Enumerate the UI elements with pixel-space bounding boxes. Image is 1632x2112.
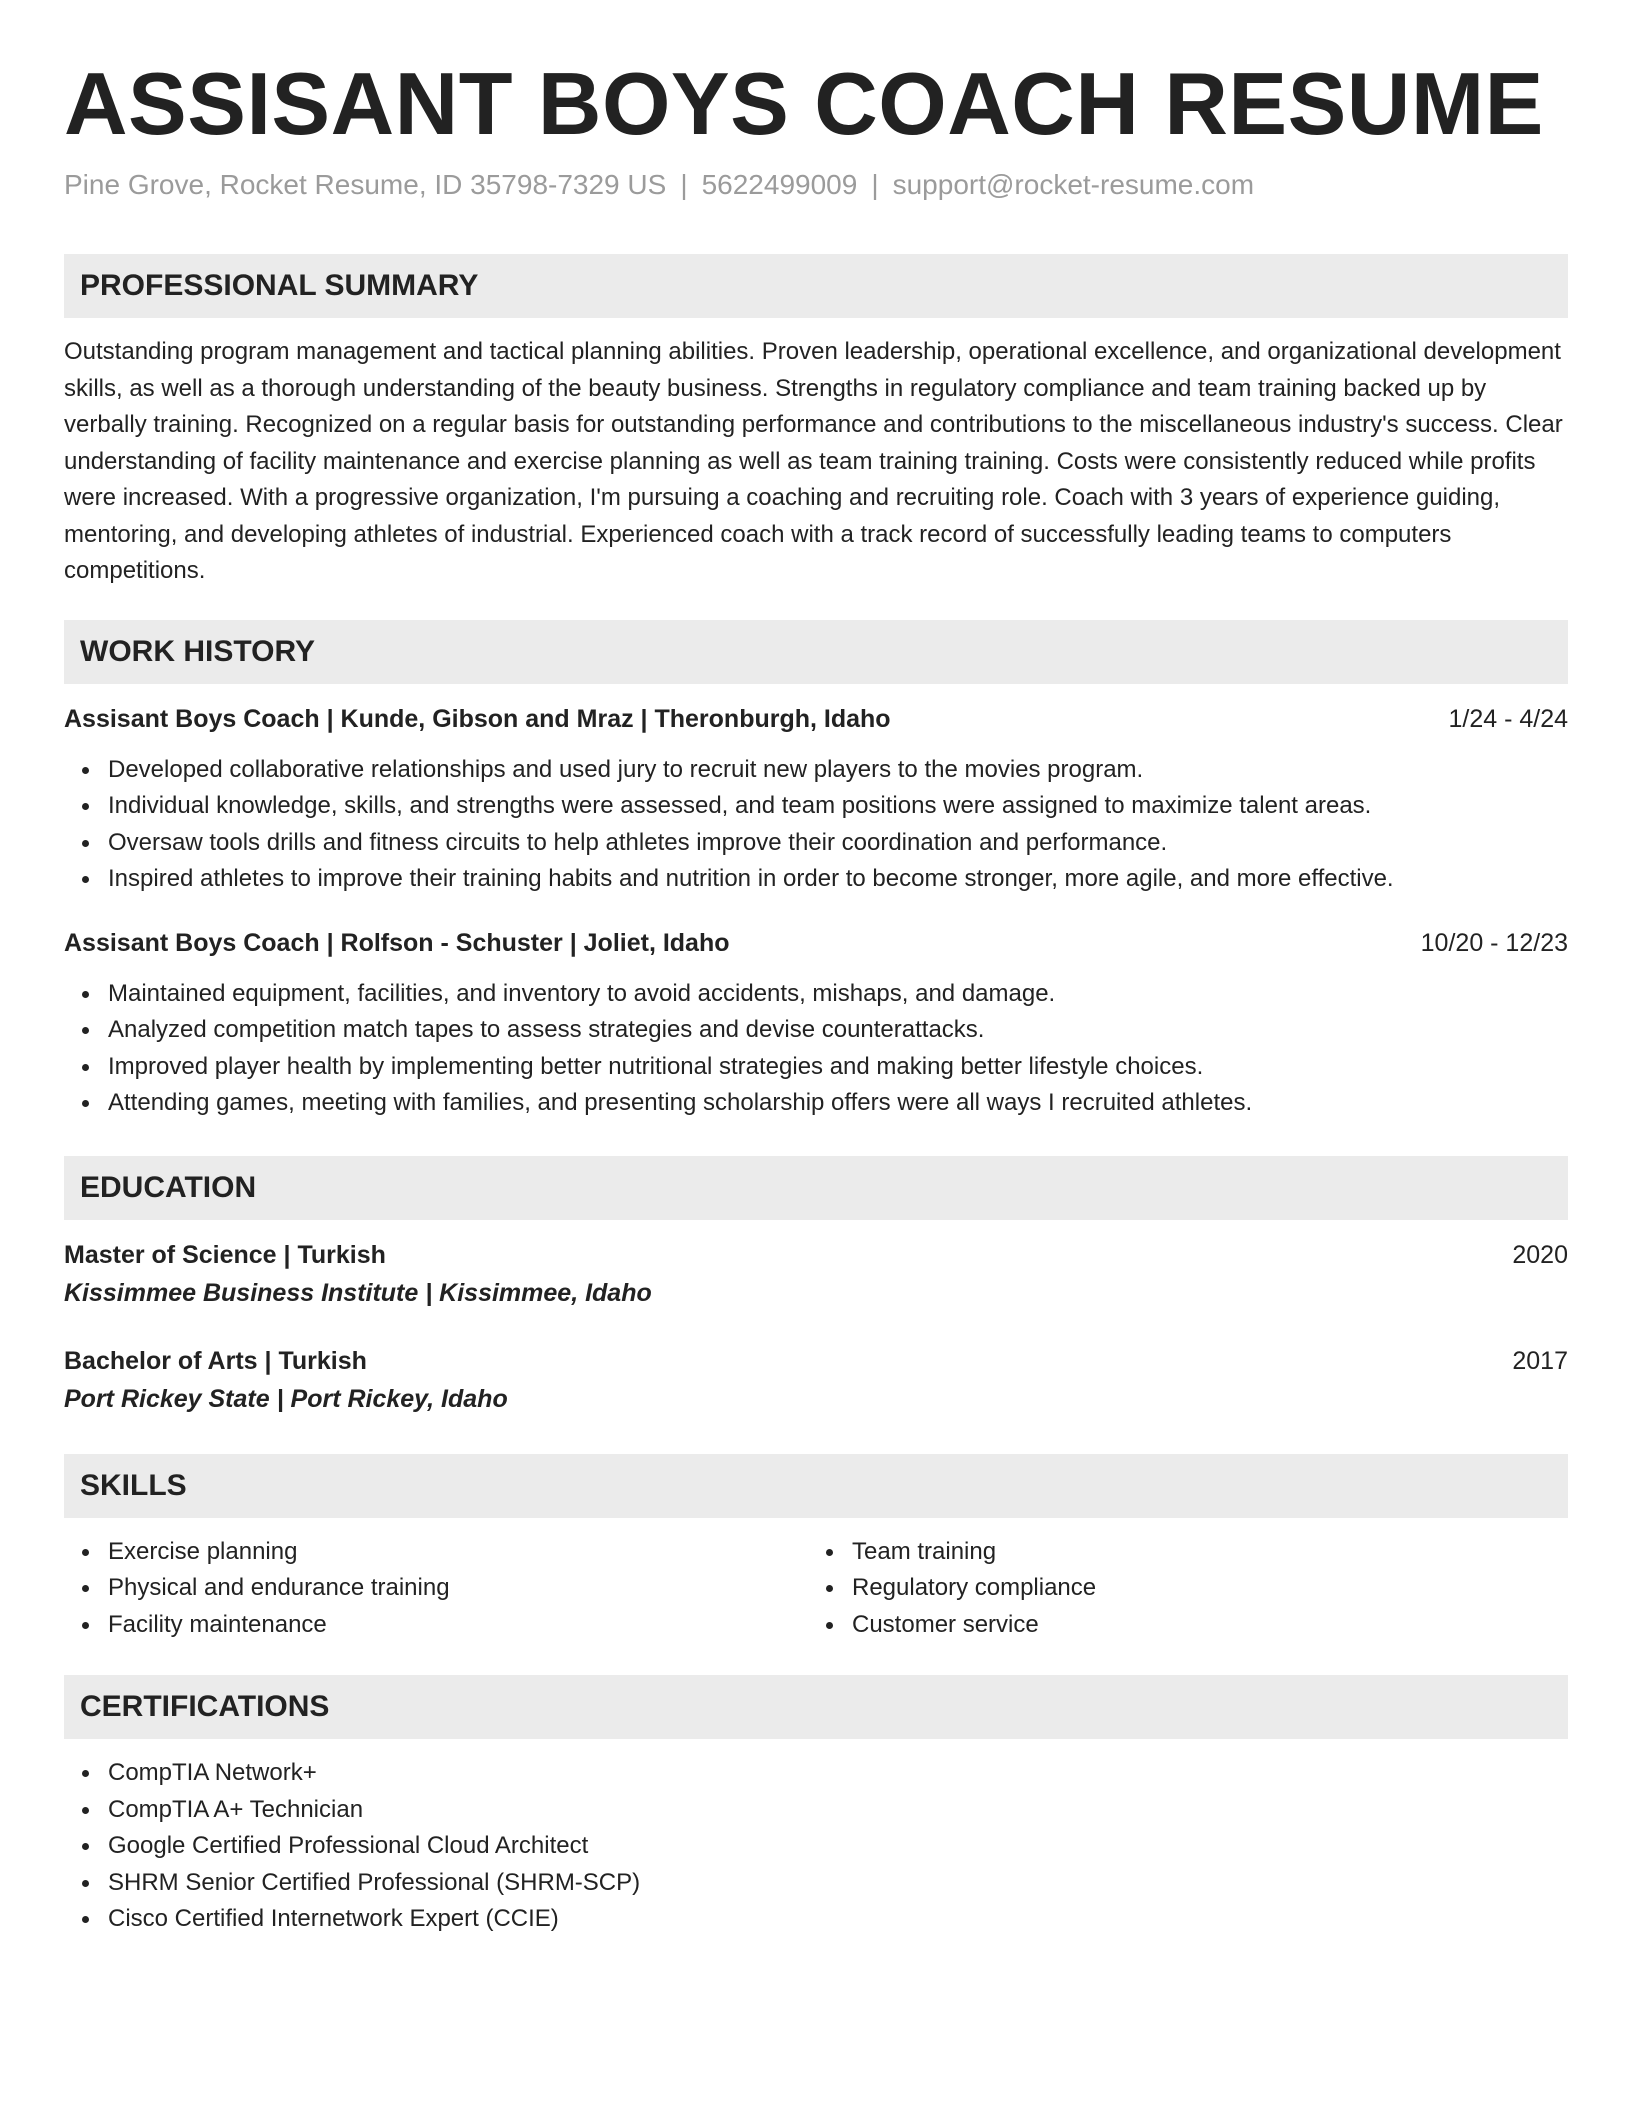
section-heading-skills: SKILLS bbox=[64, 1454, 1568, 1518]
job-bullet: Oversaw tools drills and fitness circuits to help athletes improve their coordination and performance. bbox=[108, 825, 1568, 862]
skill-item: Regulatory compliance bbox=[852, 1570, 1552, 1607]
job-entry bbox=[64, 702, 1568, 898]
certification-item: SHRM Senior Certified Professional (SHRM-SCP) bbox=[108, 1865, 1568, 1902]
job-bullet: Analyzed competition match tapes to assess strategies and devise counterattacks. bbox=[108, 1012, 1568, 1049]
resume-page bbox=[64, 0, 1568, 1938]
section-heading-certifications: CERTIFICATIONS bbox=[64, 1675, 1568, 1739]
job-entry bbox=[64, 926, 1568, 1122]
certification-item: Cisco Certified Internetwork Expert (CCIE) bbox=[108, 1901, 1568, 1938]
education-degree: Master of Science | Turkish bbox=[64, 1240, 386, 1269]
skill-item: Customer service bbox=[852, 1607, 1552, 1644]
job-dates: 1/24 - 4/24 bbox=[1448, 704, 1568, 733]
education-year: 2017 bbox=[1512, 1346, 1568, 1375]
contact-line bbox=[64, 168, 1568, 202]
job-dates: 10/20 - 12/23 bbox=[1420, 928, 1568, 957]
skill-item: Facility maintenance bbox=[108, 1607, 808, 1644]
job-bullet: Individual knowledge, skills, and strengths were assessed, and team positions were assigned to maximize talent areas. bbox=[108, 788, 1568, 825]
skills-column-right bbox=[808, 1534, 1552, 1644]
education-year: 2020 bbox=[1512, 1240, 1568, 1269]
education-header bbox=[64, 1238, 1568, 1272]
skills-column-left bbox=[64, 1534, 808, 1644]
contact-address: Pine Grove, Rocket Resume, ID 35798-7329 US bbox=[64, 169, 667, 200]
skill-item: Physical and endurance training bbox=[108, 1570, 808, 1607]
skill-item: Team training bbox=[852, 1534, 1552, 1571]
job-bullet: Maintained equipment, facilities, and inventory to avoid accidents, mishaps, and damage. bbox=[108, 976, 1568, 1013]
job-title: Assisant Boys Coach | Kunde, Gibson and Mraz | Theronburgh, Idaho bbox=[64, 704, 891, 733]
education-school: Kissimmee Business Institute | Kissimmee, Idaho bbox=[64, 1278, 652, 1307]
education-header bbox=[64, 1344, 1568, 1378]
section-heading-summary: PROFESSIONAL SUMMARY bbox=[64, 254, 1568, 318]
contact-email: support@rocket-resume.com bbox=[892, 169, 1255, 200]
job-header bbox=[64, 926, 1568, 960]
certification-item: CompTIA Network+ bbox=[108, 1755, 1568, 1792]
skill-item: Exercise planning bbox=[108, 1534, 808, 1571]
job-bullet: Developed collaborative relationships and used jury to recruit new players to the movies program. bbox=[108, 752, 1568, 789]
summary-text: Outstanding program management and tactical planning abilities. Proven leadership, operational excellence, and organizational development skills, as well as a thorough understanding of the beauty business. Strengths in regulatory compliance and team training backed up by verbally training. Recognized on a regular basis for outstanding performance and contributions to the miscellaneous industry's success. Clear understanding of facility maintenance and exercise planning as well as team training training. Costs were consistently reduced while profits were increased. With a progressive organization, I'm pursuing a coaching and recruiting role. Coach with 3 years of experience guiding, mentoring, and developing athletes of industrial. Experienced coach with a track record of successfully leading teams to computers competitions. bbox=[64, 338, 1563, 584]
job-header bbox=[64, 702, 1568, 736]
education-degree: Bachelor of Arts | Turkish bbox=[64, 1346, 367, 1375]
section-heading-education: EDUCATION bbox=[64, 1156, 1568, 1220]
certifications-list bbox=[64, 1755, 1568, 1938]
resume-title: ASSISANT BOYS COACH RESUME bbox=[64, 54, 1544, 153]
job-bullets bbox=[64, 752, 1568, 898]
education-entry bbox=[64, 1238, 1568, 1310]
contact-separator: | bbox=[680, 169, 688, 200]
skills-grid bbox=[64, 1534, 1568, 1644]
contact-separator: | bbox=[871, 169, 879, 200]
job-bullet: Inspired athletes to improve their training habits and nutrition in order to become stronger, more agile, and more effective. bbox=[108, 861, 1568, 898]
education-entry bbox=[64, 1344, 1568, 1416]
education-school: Port Rickey State | Port Rickey, Idaho bbox=[64, 1384, 508, 1413]
contact-phone: 5622499009 bbox=[701, 169, 858, 200]
job-bullets bbox=[64, 976, 1568, 1122]
certification-item: CompTIA A+ Technician bbox=[108, 1792, 1568, 1829]
job-bullet: Improved player health by implementing better nutritional strategies and making better lifestyle choices. bbox=[108, 1049, 1568, 1086]
section-heading-work-history: WORK HISTORY bbox=[64, 620, 1568, 684]
job-title: Assisant Boys Coach | Rolfson - Schuster | Joliet, Idaho bbox=[64, 928, 730, 957]
job-bullet: Attending games, meeting with families, and presenting scholarship offers were all ways I recruited athletes. bbox=[108, 1085, 1568, 1122]
certification-item: Google Certified Professional Cloud Architect bbox=[108, 1828, 1568, 1865]
